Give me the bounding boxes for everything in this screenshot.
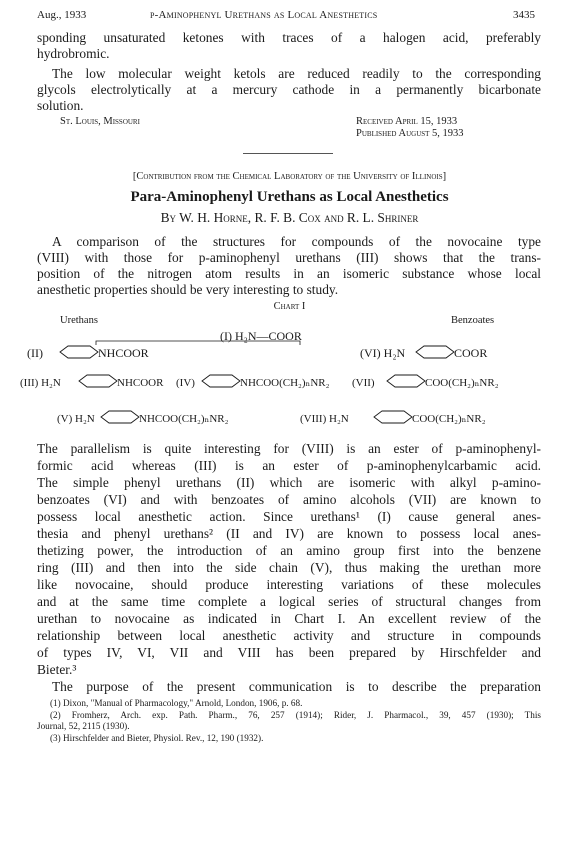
body-line: possess local anesthetic action. Since urethans¹ (I) cause general anes- — [37, 509, 541, 524]
received-date: Received April 15, 1933 — [356, 116, 458, 127]
compound-V-group: NHCOO(CH₂)ₙNR₂ — [139, 413, 229, 425]
benzene-ring-icon — [416, 346, 454, 358]
intro-line: anesthetic properties should be very interesting to study. — [37, 282, 339, 297]
body-line: The purpose of the present communication is to describe the preparation — [52, 679, 541, 694]
body-line: thesia and phenyl urethans² (II and IV) are known to possess local anes- — [37, 526, 541, 541]
prev-article-line: solution. — [37, 98, 84, 113]
structure-bracket — [96, 341, 300, 345]
body-line: benzoates (VI) and with benzoates of amino alcohols (VII) are known to — [37, 492, 541, 507]
section-divider — [243, 153, 333, 154]
article-title: Para-Aminophenyl Urethans as Local Anesthetics — [130, 189, 449, 205]
compound-IV-group: NHCOO(CH₂)ₙNR₂ — [240, 377, 330, 389]
benzene-ring-icon — [60, 346, 98, 358]
body-line: formic acid whereas (III) is an ester of p-aminophenylcarbamic acid. — [37, 458, 541, 473]
compound-VI-label: (VI) H₂N — [360, 346, 406, 360]
intro-line: (VIII) with those for p-aminophenyl urethans (III) shows that the trans- — [37, 250, 541, 265]
body-line: relationship between local anesthetic activity and structure in compounds — [37, 628, 541, 643]
intro-line: A comparison of the structures for compounds of the novocaine type — [52, 234, 541, 249]
body-line: The parallelism is quite interesting for (VIII) is an ester of p-aminophenyl- — [37, 441, 541, 456]
compound-II-label: (II) — [27, 346, 43, 360]
compound-VIII-label: (VIII) H₂N — [300, 413, 349, 425]
body-line: like novocaine, should produce interesting variations of these molecules — [37, 577, 541, 592]
benzene-ring-icon — [101, 411, 139, 423]
body-line: thetizing power, the introduction of an amino group first into the benzene — [37, 543, 541, 558]
compound-II-group: NHCOOR — [98, 346, 149, 360]
intro-line: position of the nitrogen atom results in an isomeric substance whose local — [37, 266, 541, 281]
body-line: The simple phenyl urethans (II) which are isomeric with alkyl p-amino- — [37, 475, 541, 490]
body-line: ring (III) and then into the side chain (V), thus making the urethan more — [37, 560, 541, 575]
compound-IV-label: (IV) — [176, 377, 195, 389]
benzene-ring-icon — [387, 375, 425, 387]
footnote-3: (3) Hirschfelder and Bieter, Physiol. Rev., 12, 190 (1932). — [50, 733, 264, 743]
chart-caption: Chart I — [273, 301, 306, 312]
benzene-ring-icon — [374, 411, 412, 423]
footnote-2: (2) Fromherz, Arch. exp. Path. Pharm., 76, 257 (1914); Rider, J. Pharmacol., 39, 457 (1930); This — [50, 710, 541, 720]
body-line: urethan to novocaine as indicated in Chart I. An excellent review of the — [37, 611, 541, 626]
chart-urethans-heading: Urethans — [60, 315, 98, 326]
prev-article-location: St. Louis, Missouri — [60, 116, 140, 127]
compound-VIII-group: COO(CH₂)ₙNR₂ — [412, 413, 486, 425]
compound-VI-group: COOR — [454, 346, 488, 360]
body-line: and at the same time complete a logical series of structural changes from — [37, 594, 541, 609]
prev-article-line: The low molecular weight ketols are reduced readily to the corresponding — [52, 66, 541, 81]
prev-article-line: glycols electrolytically at a mercury cathode in a permanently bicarbonate — [37, 82, 541, 97]
benzene-ring-icon — [202, 375, 240, 387]
prev-article-line: sponding unsaturated ketones with traces of a halogen acid, preferably — [37, 30, 541, 45]
header-running-title: p-Aminophenyl Urethans as Local Anesthetics — [150, 9, 378, 21]
compound-III-label: (III) H₂N — [20, 377, 61, 389]
article-authors: By W. H. Horne, R. F. B. Cox and R. L. Shriner — [160, 210, 419, 225]
compound-III-group: NHCOOR — [117, 377, 164, 389]
benzene-ring-icon — [79, 375, 117, 387]
chart-benzoates-heading: Benzoates — [451, 315, 495, 326]
contribution-line: [Contribution from the Chemical Laboratory of the University of Illinois] — [132, 171, 447, 182]
chemical-structures — [0, 338, 579, 438]
published-date: Published August 5, 1933 — [356, 128, 464, 139]
footnote-1: (1) Dixon, "Manual of Pharmacology," Arnold, London, 1906, p. 68. — [50, 698, 303, 708]
body-line: Bieter.³ — [37, 662, 77, 677]
compound-VII-label: (VII) — [352, 377, 375, 389]
prev-article-line: hydrobromic. — [37, 46, 110, 61]
compound-V-label: (V) H₂N — [57, 413, 95, 425]
compound-I: (I) H₂N—COOR — [220, 329, 302, 343]
footnote-2-continued: Journal, 52, 2115 (1930). — [37, 721, 130, 731]
header-date: Aug., 1933 — [37, 9, 87, 21]
header-page-number: 3435 — [513, 9, 535, 21]
body-line: of types IV, VI, VII and VIII has been prepared by Hirschfelder and — [37, 645, 541, 660]
compound-VII-group: COO(CH₂)ₙNR₂ — [425, 377, 499, 389]
